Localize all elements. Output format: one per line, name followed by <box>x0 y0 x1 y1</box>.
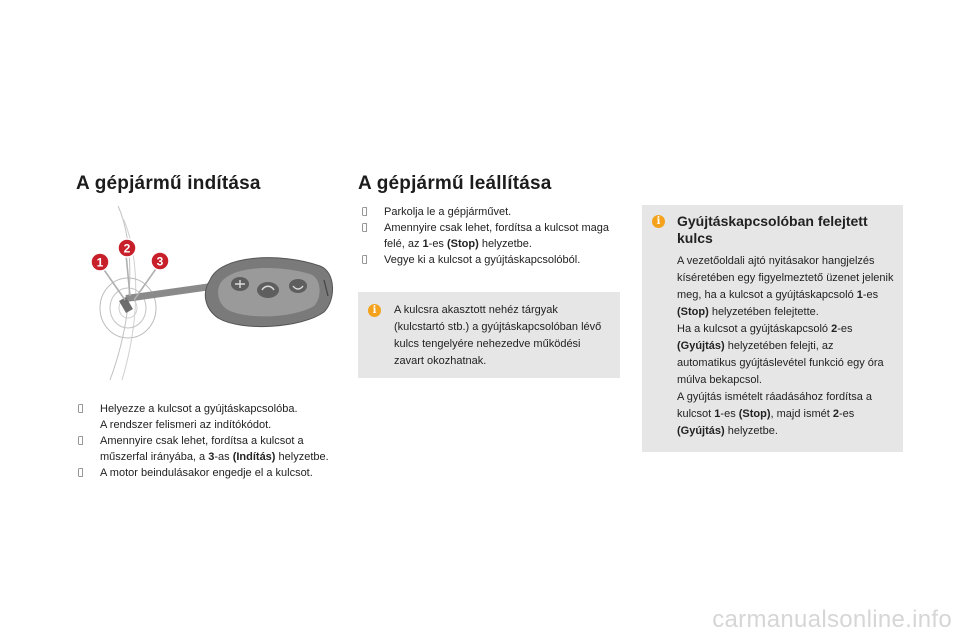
step-text: A motor beindulásakor engedje el a kulcsot. <box>100 467 313 479</box>
stop-steps-list <box>362 204 622 268</box>
arrow-bullet-icon <box>78 401 83 417</box>
info-icon: i <box>652 215 665 228</box>
key-fob <box>205 258 332 327</box>
step-text: Amennyire csak lehet, fordítsa a kulcsot maga felé, az 1-es (Stop) helyzetbe. <box>384 222 609 250</box>
arrow-bullet-icon <box>78 433 83 449</box>
stop-section-title: A gépjármű leállítása <box>358 173 552 194</box>
watermark: carmanualsonline.info <box>712 606 952 633</box>
arrow-bullet-icon <box>362 204 367 220</box>
callout-3 <box>151 252 169 270</box>
list-item <box>362 204 622 220</box>
arrow-bullet-icon <box>362 252 367 268</box>
warning-note <box>358 292 620 378</box>
svg-text:1: 1 <box>96 255 104 270</box>
list-item <box>362 220 622 252</box>
svg-text:3: 3 <box>156 254 164 269</box>
svg-text:2: 2 <box>123 241 131 256</box>
list-item <box>78 465 336 481</box>
step-text: Vegye ki a kulcsot a gyújtáskapcsolóból. <box>384 254 581 266</box>
callout-2 <box>118 239 136 257</box>
list-item <box>362 252 622 268</box>
step-text: Parkolja le a gépjárművet. <box>384 206 512 218</box>
arrow-bullet-icon <box>78 465 83 481</box>
info-icon: i <box>368 304 381 317</box>
step-text: Helyezze a kulcsot a gyújtáskapcsolóba. A rendszer felismeri az indítókódot. <box>100 403 298 431</box>
list-item <box>78 401 336 433</box>
start-section-title: A gépjármű indítása <box>76 173 261 194</box>
list-item <box>78 433 336 465</box>
arrow-bullet-icon <box>362 220 367 236</box>
panel-text: A vezetőoldali ajtó nyitásakor hangjelzés kíséretében egy figyelmeztető üzenet jelenik meg, ha a kulcsot a gyújtáskapcsoló 1-es (Stop) helyzetében felejtette. Ha a kulcsot a gyújtáskapcsoló 2-es (Gyújtás) helyzetében felejti, az automatikus gyújtáslevétel funkció egy óra múlva bekapcsol. A gyújtás ismételt ráadásához fordítsa a kulcsot 1-es (Stop), majd ismét 2-es (Gyújtás) helyzetbe. <box>677 255 894 437</box>
callout-1 <box>91 253 109 271</box>
start-steps-list <box>78 401 336 481</box>
forgotten-key-panel <box>642 205 903 452</box>
ignition-key-illustration <box>70 200 340 385</box>
note-text: A kulcsra akasztott nehéz tárgyak (kulcstartó stb.) a gyújtáskapcsolóban lévő kulcs tengelyére nehezedve működési zavart okozhatnak. <box>394 304 602 367</box>
panel-title: Gyújtáskapcsolóban felejtett kulcs <box>677 213 868 246</box>
step-text: Amennyire csak lehet, fordítsa a kulcsot a műszerfal irányába, a 3-as (Indítás) helyzetbe. <box>100 435 329 463</box>
